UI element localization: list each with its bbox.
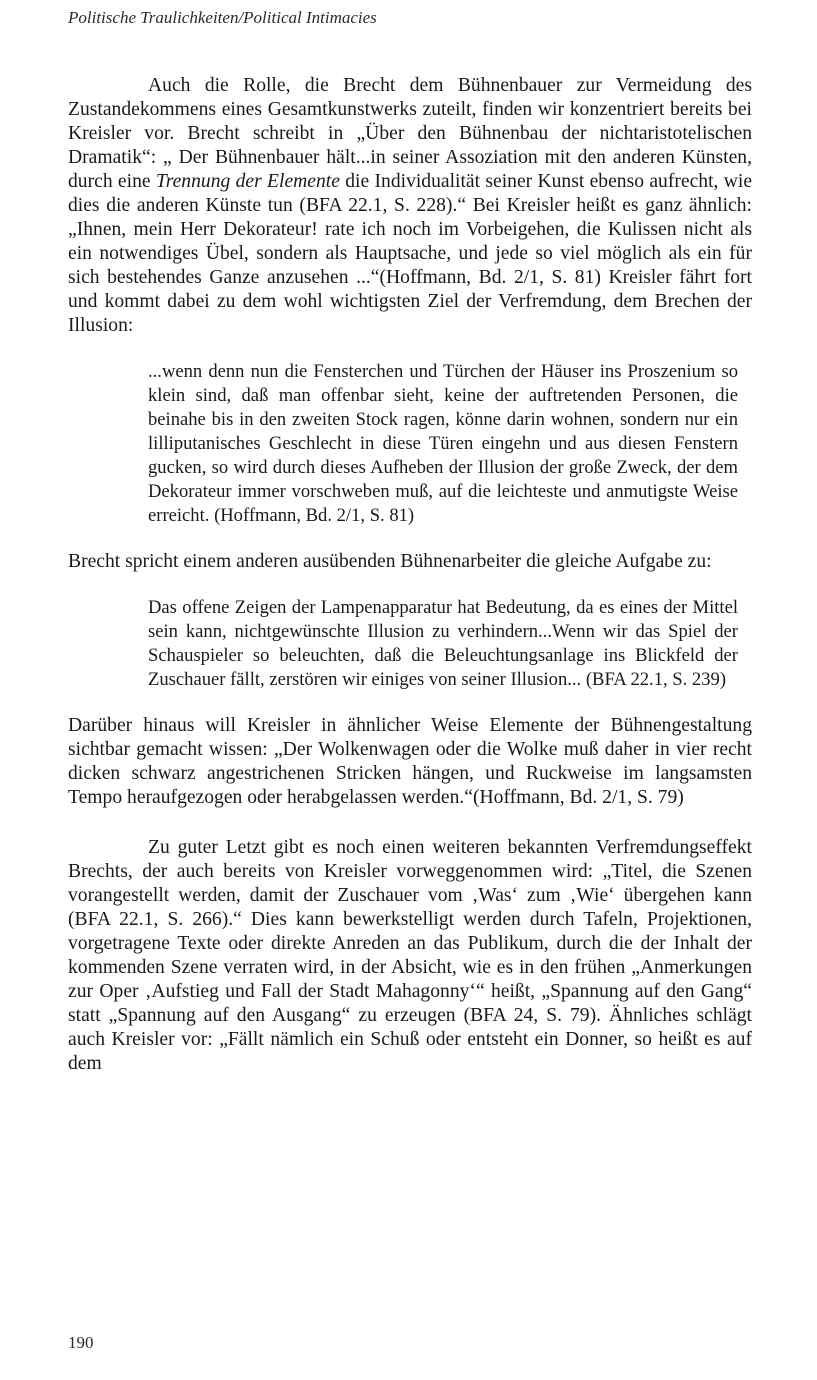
running-head: Politische Traulichkeiten/Political Intimacies — [68, 8, 377, 27]
block-quote-2: Das offene Zeigen der Lampenapparatur hat Bedeutung, da es eines der Mittel sein kann, nichtgewünschte Illusion zu verhindern...Wenn wir das Spiel der Schauspieler so beleuchten, daß die Beleuchtungsanlage ins Blickfeld der Zuschauer fällt, zerstören wir einiges von seiner Illusion... (BFA 22.1, S. 239) — [148, 597, 738, 690]
paragraph-2: Brecht spricht einem anderen ausübenden Bühnenarbeiter die gleiche Aufgabe zu: — [68, 551, 712, 572]
page-number: 190 — [68, 1333, 94, 1352]
paragraph-1-emphasis: Trennung der Elemente — [155, 171, 340, 192]
paragraph-3: Darüber hinaus will Kreisler in ähnlicher Weise Elemente der Bühnengestaltung sichtbar gemacht wissen: „Der Wolkenwagen oder die Wolke muß daher in vier recht dicken schwarz angestrichenen Stricken hängen, und Ruckweise im langsamsten Tempo heraufgezogen oder herabgelassen werden.“(Hoffmann, Bd. 2/1, S. 79) — [68, 715, 752, 808]
block-quote-1: ...wenn denn nun die Fensterchen und Türchen der Häuser ins Proszenium so klein sind, daß man offenbar sieht, keine der auftretenden Personen, die beinahe bis in den zweiten Stock ragen, könne darin wohnen, sondern nur ein lilliputanisches Geschlecht in diese Türen eingehn und aus diesen Fenstern gucken, so wird durch dieses Aufheben der Illusion der große Zweck, der dem Dekorateur immer vorschweben muß, auf die leichteste und anmutigste Weise erreicht. (Hoffmann, Bd. 2/1, S. 81) — [148, 361, 738, 526]
paragraph-1-text-b: die Individualität seiner Kunst ebenso aufrecht, wie dies die anderen Künste tun (BFA 22.1, S. 228).“ Bei Kreisler heißt es ganz ähnlich: „Ihnen, mein Herr Dekorateur! rate ich noch im Vorbeigehen, die Kulissen nicht als ein notwendiges Übel, sondern als Hauptsache, und jede so viel möglich als ein für sich bestehendes Ganze anzusehen ...“(Hoffmann, Bd. 2/1, S. 81) Kreisler fährt fort und kommt dabei zu dem wohl wichtigsten Ziel der Verfremdung, dem Brechen der Illusion: — [68, 171, 753, 336]
body-text — [68, 74, 752, 1076]
paragraph-1-text-a: Auch die Rolle, die Brecht dem Bühnenbauer zur Vermeidung des Zustandekommens eines Gesamtkunstwerks zuteilt, finden wir konzentriert bereits bei Kreisler vor. Brecht schreibt in „Über den Bühnenbau der nichtaristotelischen Dramatik“: „ Der Bühnenbauer hält...in seiner Assoziation mit den anderen Künsten, durch eine — [68, 75, 752, 192]
paragraph-1 — [68, 74, 752, 338]
paragraph-4: Zu guter Letzt gibt es noch einen weiteren bekannten Verfremdungseffekt Brechts, der auch bereits von Kreisler vorweggenommen wird: „Titel, die Szenen vorangestellt werden, damit der Zuschauer vom ‚Was‘ zum ‚Wie‘ übergehen kann (BFA 22.1, S. 266).“ Dies kann bewerkstelligt werden durch Tafeln, Projektionen, vorgetragene Texte oder direkte Anreden an das Publikum, durch die der Inhalt der kommenden Szene verraten wird, in der Absicht, wie es in den frühen „Anmerkungen zur Oper ‚Aufstieg und Fall der Stadt Mahagonny‘“ heißt, „Spannung auf den Gang“ statt „Spannung auf den Ausgang“ zu erzeugen (BFA 24, S. 79). Ähnliches schlägt auch Kreisler vor: „Fällt nämlich ein Schuß oder entsteht ein Donner, so heißt es auf dem — [68, 837, 752, 1074]
